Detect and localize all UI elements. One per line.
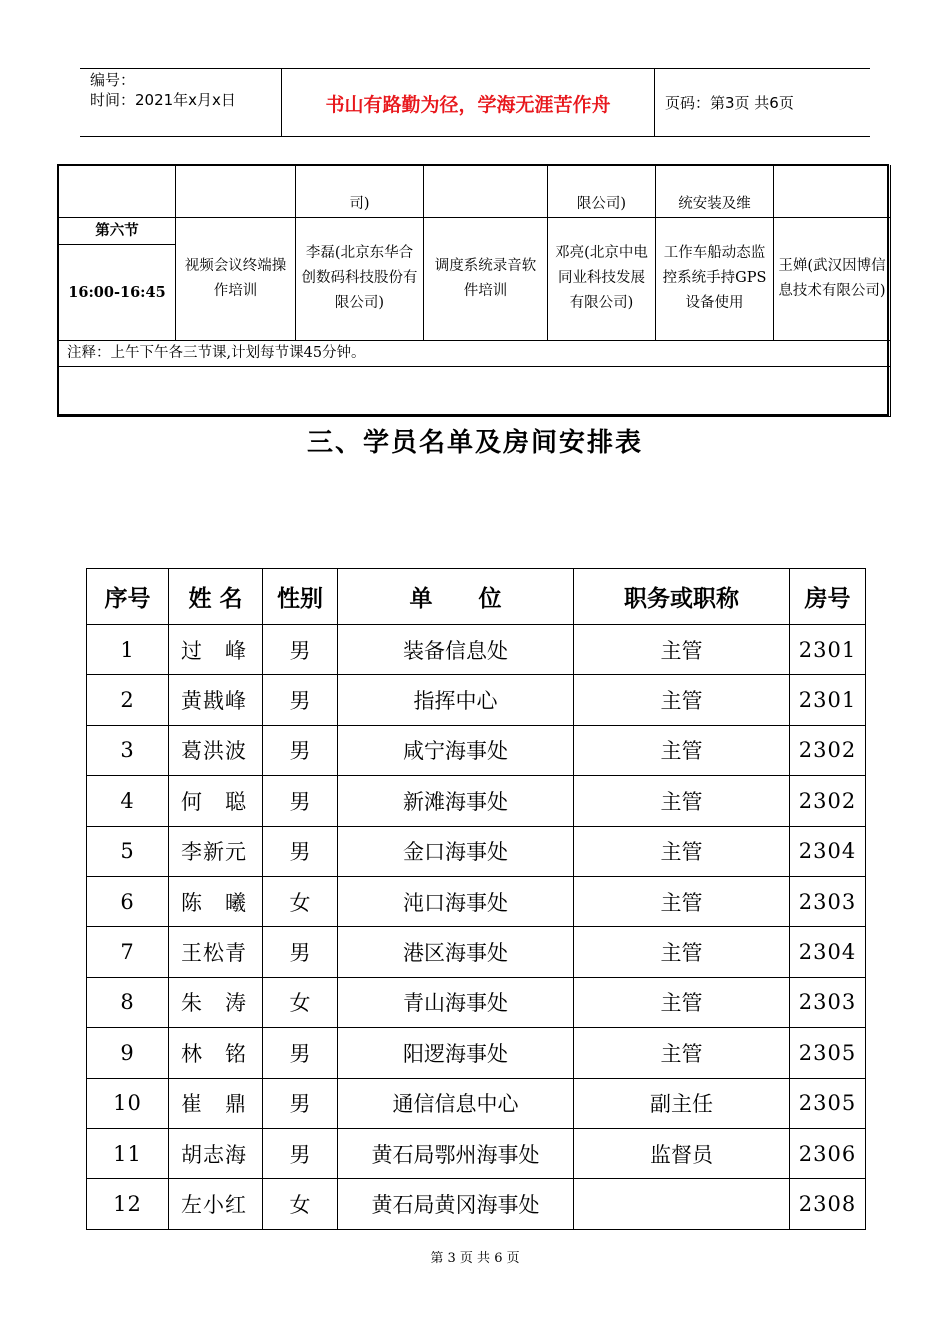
cell-room: 2306 — [790, 1128, 866, 1178]
cell-gender: 女 — [263, 1179, 338, 1229]
cell-index: 4 — [87, 776, 169, 826]
page-footer: 第 3 页 共 6 页 — [430, 1251, 520, 1266]
cell-name: 过 峰 — [169, 625, 263, 675]
cell-title: 主管 — [574, 725, 790, 775]
cell-gender: 男 — [263, 826, 338, 876]
header-unit: 单 位 — [338, 569, 574, 625]
cell-index: 11 — [87, 1128, 169, 1178]
cell-title: 副主任 — [574, 1078, 790, 1128]
teacher-cell: 邓亮(北京中电同业科技发展有限公司) — [548, 217, 656, 340]
cell-name: 崔 鼎 — [169, 1078, 263, 1128]
cell-unit: 新滩海事处 — [338, 776, 574, 826]
cell-name: 葛洪波 — [169, 725, 263, 775]
header-room: 房号 — [790, 569, 866, 625]
schedule-cell: 司) — [296, 165, 424, 217]
cell-unit: 金口海事处 — [338, 826, 574, 876]
roster-table — [86, 568, 866, 1230]
cell-title: 监督员 — [574, 1128, 790, 1178]
schedule-cell — [59, 165, 176, 217]
cell-unit: 黄石局黄冈海事处 — [338, 1179, 574, 1229]
schedule-cell — [176, 165, 296, 217]
cell-gender: 男 — [263, 725, 338, 775]
cell-title: 主管 — [574, 1028, 790, 1078]
cell-index: 12 — [87, 1179, 169, 1229]
cell-index: 7 — [87, 927, 169, 977]
teacher-cell: 王婵(武汉因博信息技术有限公司) — [774, 217, 891, 340]
cell-title — [574, 1179, 790, 1229]
cell-room: 2305 — [790, 1078, 866, 1128]
header-top-rule — [80, 68, 870, 69]
serial-label: 编号： — [90, 71, 136, 89]
cell-unit: 指挥中心 — [338, 675, 574, 725]
header-title: 职务或职称 — [574, 569, 790, 625]
cell-gender: 男 — [263, 927, 338, 977]
cell-unit: 通信信息中心 — [338, 1078, 574, 1128]
cell-index: 8 — [87, 977, 169, 1027]
schedule-note: 注释：上午下午各三节课,计划每节课45分钟。 — [59, 340, 891, 366]
cell-gender: 男 — [263, 1128, 338, 1178]
cell-unit: 黄石局鄂州海事处 — [338, 1128, 574, 1178]
course-cell: 工作车船动态监控系统手持GPS设备使用 — [656, 217, 774, 340]
header-gender: 性别 — [263, 569, 338, 625]
section-title: 三、学员名单及房间安排表 — [306, 428, 643, 458]
cell-name: 陈 曦 — [169, 876, 263, 926]
cell-gender: 男 — [263, 1078, 338, 1128]
cell-title: 主管 — [574, 675, 790, 725]
roster-header-row — [87, 569, 866, 625]
cell-room: 2301 — [790, 675, 866, 725]
cell-title: 主管 — [574, 977, 790, 1027]
cell-index: 10 — [87, 1078, 169, 1128]
table-row — [87, 1078, 866, 1128]
cell-room: 2302 — [790, 776, 866, 826]
cell-unit: 青山海事处 — [338, 977, 574, 1027]
schedule-row — [59, 165, 891, 217]
cell-gender: 女 — [263, 876, 338, 926]
table-row — [87, 1028, 866, 1078]
cell-unit: 港区海事处 — [338, 927, 574, 977]
cell-name: 朱 涛 — [169, 977, 263, 1027]
cell-unit: 沌口海事处 — [338, 876, 574, 926]
header-page-number: 页码：第3页 共6页 — [665, 94, 794, 112]
cell-room: 2304 — [790, 927, 866, 977]
cell-index: 2 — [87, 675, 169, 725]
cell-name: 左小红 — [169, 1179, 263, 1229]
table-row — [87, 725, 866, 775]
cell-room: 2308 — [790, 1179, 866, 1229]
schedule-row — [59, 340, 891, 366]
schedule-row — [59, 366, 891, 416]
schedule-cell — [424, 165, 548, 217]
table-row — [87, 977, 866, 1027]
cell-unit: 装备信息处 — [338, 625, 574, 675]
schedule-empty-row — [59, 366, 891, 416]
header-meta — [90, 70, 236, 110]
cell-room: 2303 — [790, 977, 866, 1027]
cell-name: 王松青 — [169, 927, 263, 977]
cell-index: 9 — [87, 1028, 169, 1078]
teacher-cell: 李磊(北京东华合创数码科技股份有限公司) — [296, 217, 424, 340]
session-time: 16:00-16:45 — [59, 244, 176, 340]
roster-body — [87, 625, 866, 1230]
header-bottom-rule — [80, 136, 870, 137]
cell-unit: 阳逻海事处 — [338, 1028, 574, 1078]
course-cell: 调度系统录音软件培训 — [424, 217, 548, 340]
cell-gender: 男 — [263, 1028, 338, 1078]
session-label: 第六节 — [59, 217, 176, 244]
cell-index: 5 — [87, 826, 169, 876]
schedule-cell: 限公司) — [548, 165, 656, 217]
schedule-cell: 统安装及维 — [656, 165, 774, 217]
cell-title: 主管 — [574, 625, 790, 675]
cell-title: 主管 — [574, 776, 790, 826]
table-row — [87, 625, 866, 675]
cell-name: 林 铭 — [169, 1028, 263, 1078]
cell-room: 2304 — [790, 826, 866, 876]
cell-room: 2301 — [790, 625, 866, 675]
cell-name: 胡志海 — [169, 1128, 263, 1178]
header-name: 姓 名 — [169, 569, 263, 625]
cell-index: 1 — [87, 625, 169, 675]
cell-room: 2305 — [790, 1028, 866, 1078]
cell-gender: 男 — [263, 625, 338, 675]
header-divider — [654, 68, 655, 136]
header-motto: 书山有路勤为径，学海无涯苦作舟 — [325, 94, 611, 116]
table-row — [87, 776, 866, 826]
cell-gender: 男 — [263, 776, 338, 826]
table-row — [87, 1128, 866, 1178]
table-row — [87, 1179, 866, 1229]
cell-gender: 女 — [263, 977, 338, 1027]
schedule-cell — [774, 165, 891, 217]
table-row — [87, 826, 866, 876]
cell-room: 2303 — [790, 876, 866, 926]
cell-title: 主管 — [574, 826, 790, 876]
cell-index: 6 — [87, 876, 169, 926]
course-cell: 视频会议终端操作培训 — [176, 217, 296, 340]
schedule-row — [59, 217, 891, 244]
cell-gender: 男 — [263, 675, 338, 725]
header-index: 序号 — [87, 569, 169, 625]
cell-room: 2302 — [790, 725, 866, 775]
table-row — [87, 876, 866, 926]
cell-name: 李新元 — [169, 826, 263, 876]
table-row — [87, 675, 866, 725]
schedule-table — [58, 165, 891, 417]
cell-unit: 咸宁海事处 — [338, 725, 574, 775]
cell-name: 何 聪 — [169, 776, 263, 826]
table-row — [87, 927, 866, 977]
cell-title: 主管 — [574, 927, 790, 977]
cell-title: 主管 — [574, 876, 790, 926]
cell-index: 3 — [87, 725, 169, 775]
time-label: 时间：2021年x月x日 — [90, 91, 236, 109]
cell-name: 黄戡峰 — [169, 675, 263, 725]
